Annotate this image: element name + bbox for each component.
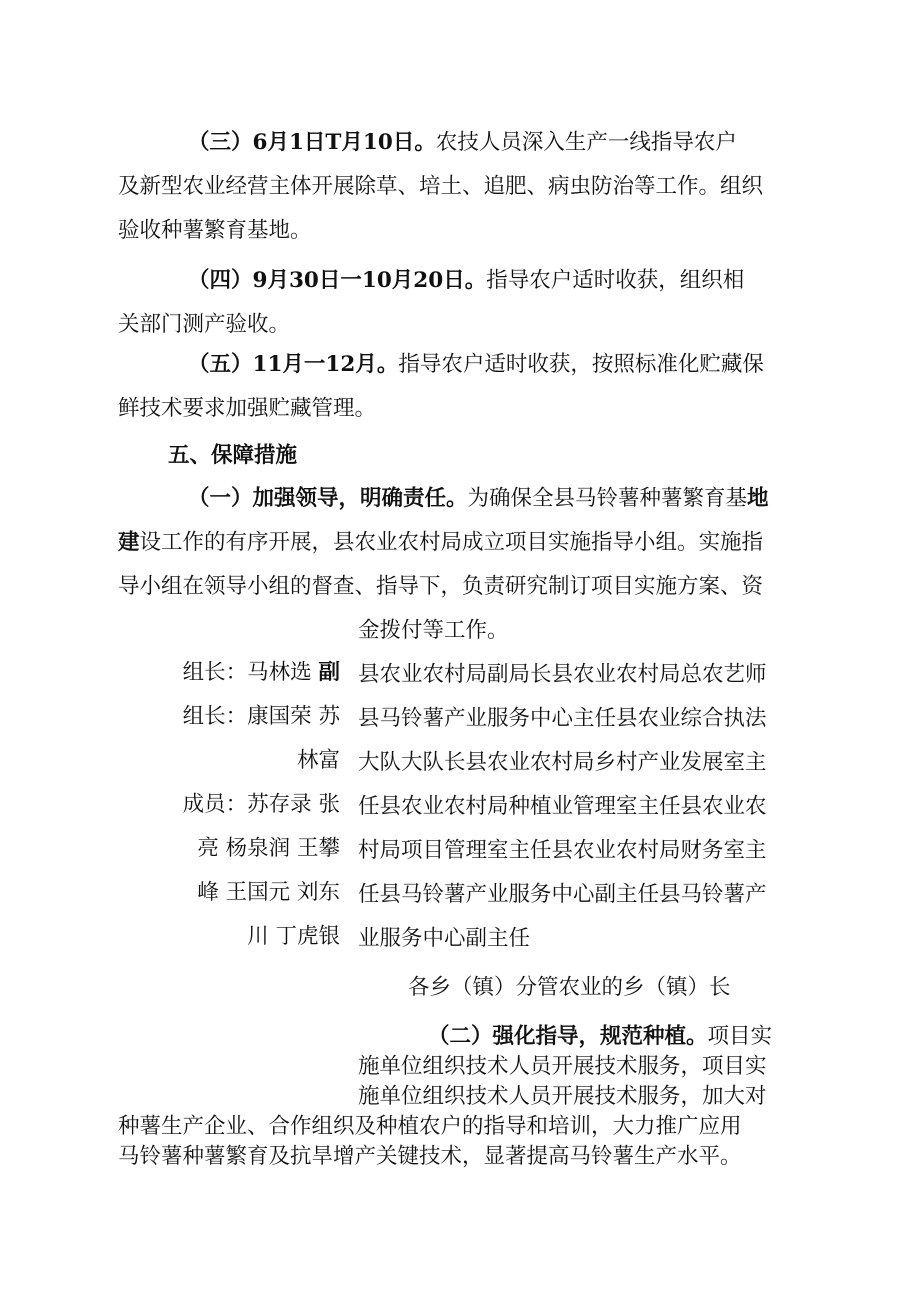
measure1-paragraph-line4: 金拨付等工作。 xyxy=(358,618,509,643)
measure1-line2-rest: 设工作的有序开展，县农业农村局成立项目实施指导小组。实施指 xyxy=(139,530,764,555)
position-line1: 县农业农村局副局长县农业农村局总农艺师 xyxy=(358,662,767,687)
leader-label-deputy: 副 xyxy=(318,660,340,685)
township-leaders: 各乡（镇）分管农业的乡（镇）长 xyxy=(408,975,731,1000)
leader-line3: 林富 xyxy=(296,748,340,773)
position-line7: 业服务中心副主任 xyxy=(358,926,531,951)
section4-paragraph-line2: 关部门测产验收。 xyxy=(118,312,291,337)
measure2-paragraph-line2: 施单位组织技术人员开展技术服务，项目实 xyxy=(358,1054,767,1079)
measure1-bold-end: 地 xyxy=(747,486,769,511)
leader-line4: 成员：苏存录 张 xyxy=(182,792,340,817)
measure1-bold-start: 建 xyxy=(118,530,140,555)
leader-line1 xyxy=(183,658,340,688)
section3-heading: （三）6月1日T月10日。 xyxy=(188,130,436,155)
section5-text: 指导农户适时收获，按照标准化贮藏保 xyxy=(398,352,764,377)
measure2-paragraph-line5: 马铃薯种薯繁育及抗旱增产关键技术，显著提高马铃薯生产水平。 xyxy=(118,1144,742,1169)
section3-text: 农技人员深入生产一线指导农户 xyxy=(435,130,737,155)
leader-label-head: 组长：马林选 xyxy=(182,660,312,685)
section3-paragraph-line1 xyxy=(188,128,737,158)
section3-paragraph-line3: 验收种薯繁育基地。 xyxy=(118,218,312,243)
position-line6: 任县马铃薯产业服务中心副主任县马铃薯产 xyxy=(358,882,767,907)
measure2-paragraph-line3: 施单位组织技术人员开展技术服务，加大对 xyxy=(358,1084,767,1109)
position-line2: 县马铃薯产业服务中心主任县农业综合执法 xyxy=(358,706,767,731)
measure1-paragraph-line2 xyxy=(118,528,763,558)
leader-line2: 组长：康国荣 苏 xyxy=(182,704,340,729)
section5-paragraph-line1 xyxy=(188,350,764,380)
section5-paragraph-line2: 鲜技术要求加强贮藏管理。 xyxy=(118,396,377,421)
section5-heading: （五）11月一12月。 xyxy=(188,352,399,377)
measure2-text: 项目实 xyxy=(707,1024,773,1049)
measure2-paragraph-line4: 种薯生产企业、合作组织及种植农户的指导和培训，大力推广应用 xyxy=(118,1114,742,1139)
position-line5: 村局项目管理室主任县农业农村局财务室主 xyxy=(358,838,767,863)
measure2-heading: （二）强化指导，规范种植。 xyxy=(428,1024,708,1049)
chapter-title: 五、保障措施 xyxy=(168,443,298,468)
position-line3: 大队大队长县农业农村局乡村产业发展室主 xyxy=(358,750,767,775)
measure1-paragraph-line1 xyxy=(188,484,769,514)
leader-line5: 亮 杨泉润 王攀 xyxy=(197,836,340,861)
measure1-heading: （一）加强领导，明确责任。 xyxy=(188,486,468,511)
measure2-paragraph-line1 xyxy=(428,1022,772,1052)
measure1-paragraph-line3: 导小组在领导小组的督查、指导下，负责研究制订项目实施方案、资 xyxy=(118,574,764,599)
section4-text: 指导农户适时收获，组织相 xyxy=(486,268,745,293)
section3-paragraph-line2: 及新型农业经营主体开展除草、培土、追肥、病虫防治等工作。组织 xyxy=(118,174,764,199)
measure1-text: 为确保全县马铃薯种薯繁育基 xyxy=(467,486,748,511)
leader-line7: 川 丁虎银 xyxy=(247,924,340,949)
section4-paragraph-line1 xyxy=(188,266,744,296)
leader-line6: 峰 王国元 刘东 xyxy=(197,880,340,905)
section4-heading: （四）9月30日一10月20日。 xyxy=(188,268,487,293)
position-line4: 任县农业农村局种植业管理室主任县农业农 xyxy=(358,794,767,819)
